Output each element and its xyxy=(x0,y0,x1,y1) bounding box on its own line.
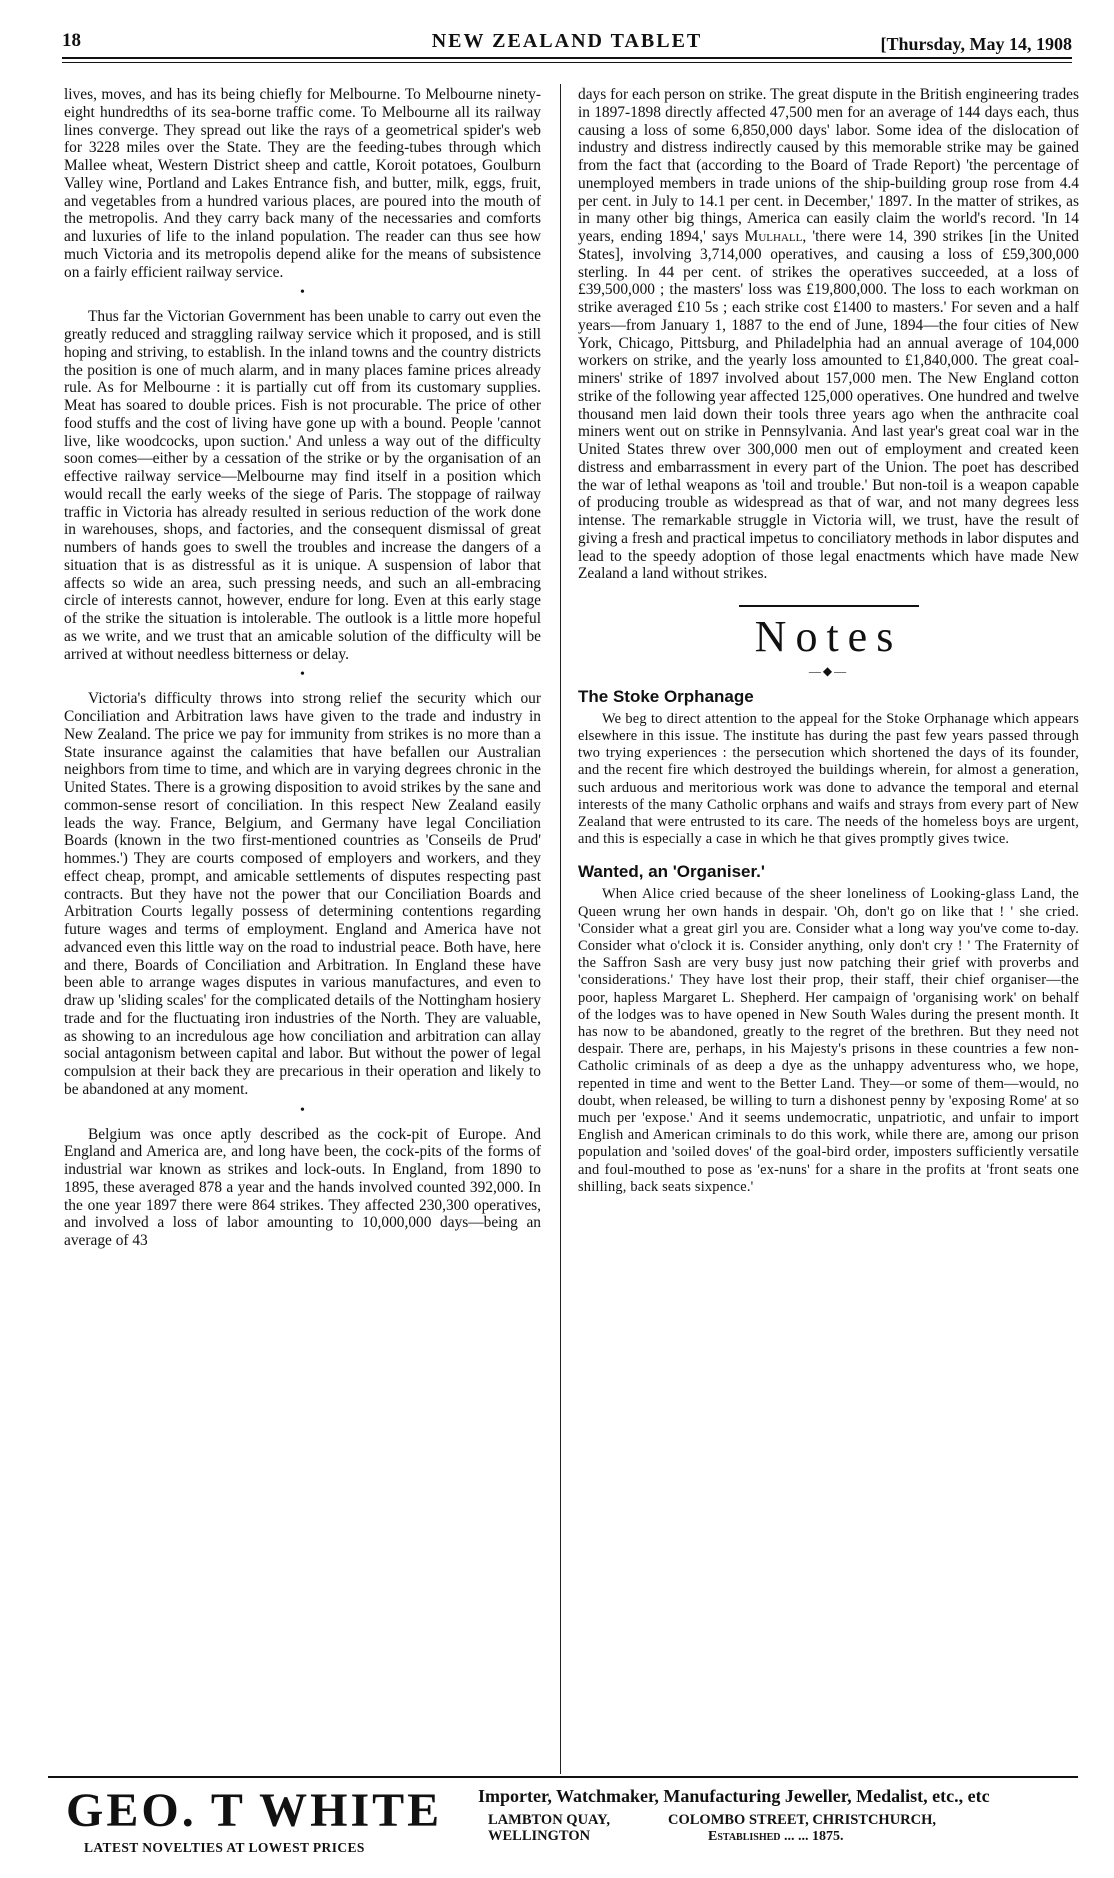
footer-rule xyxy=(48,1776,1078,1778)
advert-address-wellington xyxy=(488,1812,610,1844)
page-number: 18 xyxy=(62,30,81,51)
notes-ornament: —◆— xyxy=(808,664,849,678)
note-body xyxy=(578,711,1079,849)
advert-trade: Importer, Watchmaker, Manufacturing Jeweller, Medalist, etc., etc xyxy=(478,1786,990,1806)
right-column xyxy=(578,86,1079,1196)
note-heading: The Stoke Orphanage xyxy=(578,686,754,706)
note-body xyxy=(578,886,1079,1196)
masthead: NEW ZEALAND TABLET xyxy=(431,30,703,52)
section-separator: • xyxy=(300,285,305,301)
notes-title: Notes xyxy=(754,612,903,661)
header-rule xyxy=(62,57,1072,59)
address-line: LAMBTON QUAY, xyxy=(488,1812,610,1828)
paragraph-text: , 'there were 14, 390 strikes [in the United States], involving 3,714,000 operatives, and causing a loss of £59,300,000 sterling. In 44 per cent. of strikes the operatives succeeded, at a loss of £39,500,000 ; the masters' loss was £19,800,000. The loss to each workman on strike averaged £10 5s ; each strike cost £1400 to masters.' For seven and a half years—from January 1, 1887 to the end of June, 1894—the four cities of New York, Chicago, Pittsburg, and Philadelphia had an annual average of 104,000 workers on strike, and the yearly loss amounted to £1,840,000. The great coal-miners' strike of 1897 involved about 157,000 men. The New England cotton strike of the following year affected 125,000 operatives. One hundred and twelve thousand men laid down their tools three years ago when the anthracite coal miners went out on strike in Pennsylvania. And last year's great coal war in the United States threw over 300,000 men out of employment and created keen distress and embarrassment in every part of the Union. The poet has described the war of lethal weapons as 'toil and trouble.' But non-toil is a weapon capable of producing trouble as widespread as that of war, and not many degrees less intense. The remarkable struggle in Victoria will, we trust, have the result of giving a fresh and practical impetus to conciliatory methods in labor disputes and lead to the speedy adoption of those legal enactments which have made New Zealand a land without strikes. xyxy=(578,228,1079,583)
paragraph: When Alice cried because of the sheer loneliness of Looking-glass Land, the Queen wrung her own hands in despair. 'Oh, don't go on like that ! ' she cried. 'Consider what a great girl you are. Consider what a long way you've come to-day. Consider what o'clock it is. Consider anything, only don't cry ! ' The Fraternity of the Saffron Sash are very busy just now patching their grief with proverbs and 'considerations.' They have lost their prop, their staff, their chief organiser—the poor, hapless Margaret L. Shepherd. Her campaign of 'organising work' on behalf of the lodges was to have opened in New South Wales during the present month. It has now to be abandoned, greatly to the regret of the brethren. But they need not despair. There are, perhaps, in his Majesty's prisons in these countries a few non-Catholic criminals of as deep a dye as the unhappy adventuress who, we hope, repented in time and went to the Better Land. They—or some of them—would, no doubt, when released, be willing to turn a dishonest penny by 'exposing Rome' at so much per 'expose.' And it seems undemocratic, unpatriotic, and unfair to import English and American criminals to do this work, while there are, among our prison population and 'soiled doves' of the goal-bird order, imposters sufficiently versatile and foul-mouthed to pose as 'ex-nuns' for a share in the profits at 'front seats one shilling, back seats sixpence.' xyxy=(578,886,1079,1195)
paragraph: Victoria's difficulty throws into strong relief the security which our Conciliation and Arbitration laws have given to the trade and industry in New Zealand. The price we pay for immunity from strikes is no more than a State insurance against the calamities that have befallen our Australian neighbors from time to time, and which are in varying degrees chronic in the United States. There is a growing disposition to avoid strikes by the sane and common-sense resort of conciliation. In this respect New Zealand easily leads the way. France, Belgium, and Germany have legal Conciliation Boards (known in the two first-mentioned countries as 'Conseils de Prud' hommes.') They are courts composed of employers and workers, and they effect cheap, prompt, and amicable settlements of disputes respecting past contracts. But they have not the power that our Conciliation Boards and Arbitration Courts legally possess of determining contentions regarding future wages and terms of employment. England and America have not advanced even this little way on the road to industrial peace. Both have, here and there, Boards of Conciliation and Arbitration. In England these have been able to arrange wages disputes in various manufactures, and even to draw up 'sliding scales' for the complicated details of the Nottingham hosiery trade and for the fluctuating iron industries of the North. They are valuable, as showing to an incredulous age how conciliation and arbitration can allay social antagonism between capital and labor. But without the power of legal compulsion at their back they are precarious in their operation and likely to be abandoned at any moment. xyxy=(64,690,541,1098)
advert-tagline: LATEST NOVELTIES AT LOWEST PRICES xyxy=(84,1840,365,1855)
paragraph xyxy=(578,86,1079,583)
paragraph: lives, moves, and has its being chiefly for Melbourne. To Melbourne ninety-eight hundredths of its sea-borne traffic come. To Melbourne all its railway lines converge. They spread out like the rays of a geometrical spider's web for 3228 miles over the State. They are the feeding-tubes through which Mallee wheat, Western District sheep and cattle, Koroit potatoes, Goulburn Valley wine, Portland and Lakes Entrance fish, and butter, milk, eggs, fruit, and vegetables from a hundred various places, are poured into the mouth of the metropolis. And they carry back many of the necessaries and comforts and luxuries of life to the inland population. The reader can thus see how much Victoria and its metropolis depend alike for the means of subsistence on a fairly efficient railway service. xyxy=(64,86,541,281)
advert-established: Established ... ... 1875. xyxy=(708,1829,844,1844)
advert-address-christchurch: COLOMBO STREET, CHRISTCHURCH, xyxy=(668,1812,937,1828)
header-rule-thin xyxy=(62,62,1072,63)
author-name: Mulhall xyxy=(744,228,803,245)
paragraph: Thus far the Victorian Government has been unable to carry out even the greatly reduced and straggling railway service which it proposed, and is still hoping and striving, to establish. In the inland towns and the country districts the position is one of much alarm, and in many places famine prices already rule. As for Melbourne : it is partially cut off from its customary supplies. Meat has soared to double prices. Fish is not procurable. The price of other food stuffs and the cost of living have gone up with a bound. People 'cannot live, like woodcocks, upon suction.' And unless a way out of the difficulty soon comes—either by a cessation of the strike or by the organisation of an effective railway service—Melbourne may find itself in a position which would recall the early weeks of the siege of Paris. The stoppage of railway traffic in Victoria has already resulted in serious reduction of the work done in warehouses, shops, and factories, and the consequent dismissal of great numbers of hands goes to swell the troubles and increase the dangers of a situation that is as distressful as it is unique. A suspension of labor that affects so wide an area, such pressing needs, and such an all-embracing circle of interests cannot, however, endure for long. Even at this early stage of the strike the situation is intolerable. The outlook is a little more hopeful as we write, and we trust that an amicable solution of the difficulty will be arrived at without needless bitterness or delay. xyxy=(64,308,541,663)
section-separator: • xyxy=(300,667,305,683)
paragraph: Belgium was once aptly described as the cock-pit of Europe. And England and America are, and long have been, the cock-pits of the forms of industrial war known as strikes and lock-outs. In England, from 1890 to 1895, these averaged 878 a year and the hands involved counted 392,000. In the one year 1897 there were 864 strikes. They affected 230,300 operatives, and involved a loss of labor amounting to 10,000,000 days—being an average of 43 xyxy=(64,1125,541,1249)
issue-date: [Thursday, May 14, 1908 xyxy=(880,34,1072,54)
notes-rule xyxy=(739,605,919,607)
paragraph-text: days for each person on strike. The great dispute in the British engineering trades in 1897-1898 directly affected 47,500 men for an average of 144 days each, thus causing a loss of some 6,850,000 days' labor. Some idea of the dislocation of industry and distress indirectly caused by this memorable strike may be gained from the fact that (according to the Board of Trade Report) 'the percentage of unemployed members in trade unions of the ship-building group rose from 4.4 per cent. in July to 14.1 per cent. in December,' 1897. In the matter of strikes, as in many other big things, America can easily claim the world's record. 'In 14 years, ending 1894,' says xyxy=(578,86,1079,245)
section-separator: • xyxy=(300,1102,305,1118)
advertisement xyxy=(48,1776,1078,1871)
paragraph: We beg to direct attention to the appeal for the Stoke Orphanage which appears elsewhere in this issue. The institute has during the past few years passed through two trying experiences : the persecution which shortened the days of its founder, and the recent fire which destroyed the buildings wherein, for almost a generation, such arduous and meritorious work was done to advance the temporal and eternal interests of the many Catholic orphans and waifs and strays from every part of New Zealand that were entrusted to its care. The needs of the homeless boys are urgent, and this is especially a case in which he that gives promptly gives twice. xyxy=(578,710,1079,848)
note-heading: Wanted, an 'Organiser.' xyxy=(578,862,765,882)
address-line: WELLINGTON xyxy=(488,1828,591,1844)
column-divider xyxy=(560,84,561,1774)
page-header xyxy=(62,26,1072,60)
left-column xyxy=(64,86,541,1250)
advert-firm-name: GEO. T WHITE xyxy=(66,1784,443,1837)
